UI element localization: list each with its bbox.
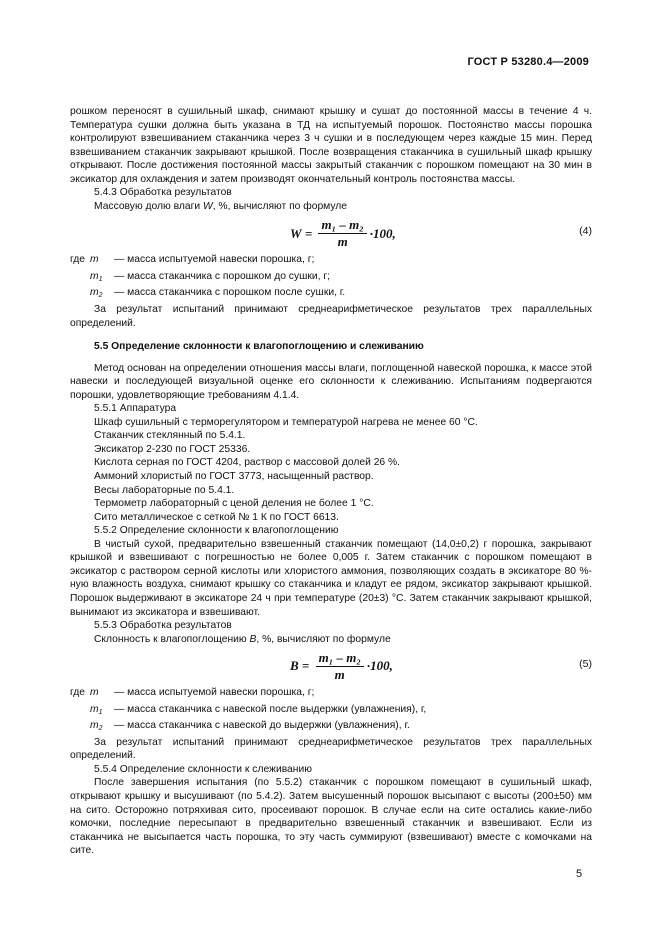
formula-4-expression: W = $\frac{\text{m₁ – m₂}}{m}$ ·100, — [290, 216, 396, 249]
formula-4-legend — [70, 253, 592, 303]
equipment-item: Аммоний хлористый по ГОСТ 3773, насыщенный раствор. — [94, 471, 374, 483]
page-number: 5 — [576, 868, 583, 880]
subsection-5-5-3: 5.5.3 Обработка результатов — [94, 620, 232, 632]
subsection-5-4-3: 5.4.3 Обработка результатов — [94, 187, 232, 199]
section-heading-5-5: 5.5 Определение склонности к влагопоглощению и слеживанию — [94, 341, 424, 353]
document-header: ГОСТ Р 53280.4—2009 — [467, 56, 589, 68]
legend-row: где m — масса испытуемой навески порошка, г; — [70, 687, 315, 699]
formula-5 — [70, 650, 592, 682]
formula-4 — [70, 217, 592, 249]
equipment-item: Термометр лабораторный с ценой деления не более 1 °С. — [94, 498, 374, 510]
legend-row: $m_1$ — масса стаканчика с навеской после выдержки (увлажнения), г, — [90, 703, 427, 716]
paragraph-caking-test: После завершения испытания (по 5.5.2) стаканчик с порошком помещают в сушильный шкаф, открывают крышку и высушивают (по 5.4.2). Затем высушенный порошок высыпают с высоты (200±50) мм на сито. Осторожно потряхивая сито, просеивают порошок. В случае если на сите остались какие-либо комочки, последние пересыпают в предварительно взвешенный стаканчик и взвешивают. Если из стаканчика не высыпается часть порошка, то эту часть суммируют (взвешивают) вместе с комочками на сите. — [70, 777, 592, 857]
subsection-5-5-4: 5.5.4 Определение склонности к слеживанию — [94, 763, 312, 775]
equipment-item: Кислота серная по ГОСТ 4204, раствор с массовой долей 26 %. — [94, 457, 401, 469]
subsection-5-5-2: 5.5.2 Определение склонности к влагопоглощению — [94, 525, 339, 537]
paragraph-drying: рошком переносят в сушильный шкаф, снимают крышку и сушат до постоянной массы в течение 4 ч. Температура сушки должна быть указана в ТД на испытуемый порошок. Постоянство массы порошка контролируют взвешиванием стаканчика через 3 ч сушки и в последующем через каждые 15 мин. Перед взвешиванием стаканчик закрывают крышкой. После возвращения стаканчика в сушильный шкаф крышку открывают. После достижения постоянной массы закрытый стаканчик с порошком помещают на 30 мин в эксикатор для охлаждения и затем производят окончательный контроль постоянства массы. — [70, 106, 592, 185]
legend-row: $m_2$ — масса стаканчика с порошком после сушки, г. — [90, 287, 346, 300]
equipment-item: Стаканчик стеклянный по 5.4.1. — [94, 430, 246, 442]
formula-5-intro: Склонность к влагопоглощению B, %, вычисляют по формуле — [94, 633, 391, 645]
equipment-item: Весы лабораторные по 5.4.1. — [94, 484, 235, 496]
paragraph-moisture-test: В чистый сухой, предварительно взвешенный стаканчик помещают (14,0±0,2) г порошка, закрывают крышкой и взвешивают с погрешностью не более 0,005 г. Затем стаканчик с порошком помещают в эксикатор с раствором серной кислоты или хлористого аммония, позволяющих создать в эксикаторе 80 %-ную влажность воздуха, снимают крышку со стаканчика и кладут ее рядом, эксикатор закрывают крышкой. Порошок выдерживают в эксикаторе 24 ч при температуре (20±3) °С. Затем стаканчик закрывают крышкой, вынимают из эксикатора и взвешивают. — [70, 538, 592, 618]
formula-4-fraction: $\frac{\text{m₁ – m₂}}{m}$ — [318, 218, 366, 249]
formula-5-number: (5) — [579, 658, 592, 671]
page-content — [70, 105, 592, 858]
equipment-item: Эксикатор 2-230 по ГОСТ 25336. — [94, 443, 251, 455]
formula-5-legend — [70, 686, 592, 736]
formula-5-expression: B = $\frac{\text{m₁ – m₂}}{m}$ ·100, — [290, 649, 393, 682]
equipment-item: Шкаф сушильный с терморегулятором и температурой нагрева не менее 60 °С. — [94, 416, 478, 428]
formula-5-fraction: $\frac{\text{m₁ – m₂}}{m}$ — [316, 651, 364, 682]
result-statement-5: За результат испытаний принимают среднеарифметическое результатов трех параллельных определений. — [70, 736, 592, 762]
legend-row: $m_1$ — масса стаканчика с порошком до сушки, г; — [90, 270, 330, 283]
legend-row: где m — масса испытуемой навески порошка, г; — [70, 254, 315, 266]
formula-4-number: (4) — [579, 225, 592, 238]
subsection-5-5-1: 5.5.1 Аппаратура — [94, 403, 177, 415]
paragraph-method: Метод основан на определении отношения массы влаги, поглощенной навеской порошка, к массе этой навески и последующей визуальной оценке его склонности к слеживанию. Испытаниям подвергаются порошки, удовлетворяющие требованиям 4.1.4. — [70, 362, 592, 401]
formula-4-intro: Массовую долю влаги W, %, вычисляют по формуле — [94, 200, 348, 212]
legend-row: $m_2$ — масса стаканчика с навеской до выдержки (увлажнения), г. — [90, 720, 410, 733]
result-statement-4: За результат испытаний принимают среднеарифметическое результатов трех параллельных определений. — [70, 304, 592, 329]
equipment-item: Сито металлическое с сеткой № 1 К по ГОСТ 6613. — [94, 511, 339, 523]
